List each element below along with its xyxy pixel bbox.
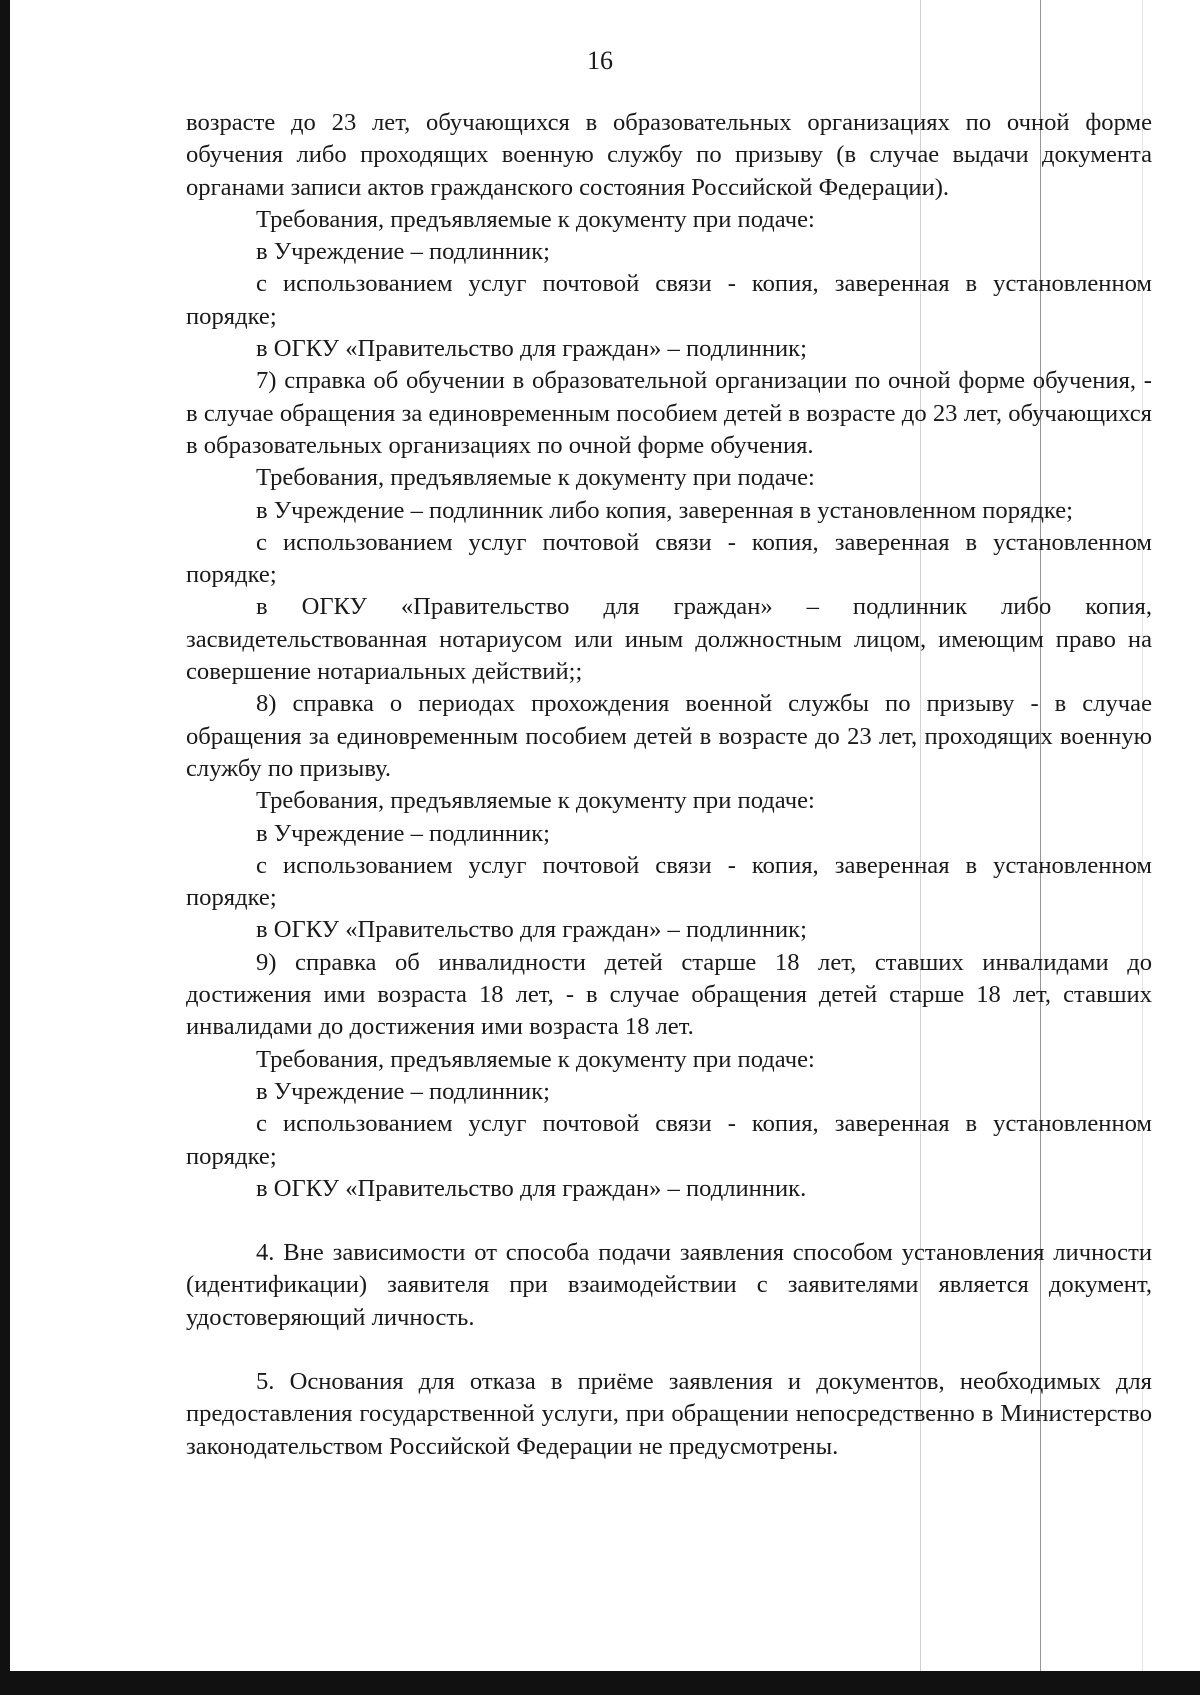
paragraph: в Учреждение – подлинник;	[256, 1077, 550, 1105]
paragraph: в Учреждение – подлинник либо копия, заверенная в установленном порядке;	[256, 496, 1073, 524]
paragraph: Требования, предъявляемые к документу при подаче:	[256, 464, 815, 492]
paragraph: с использованием услуг почтовой связи - копия, заверенная в установленном порядке;	[186, 1110, 1152, 1170]
paragraph: в ОГКУ «Правительство для граждан» – подлинник.	[256, 1174, 807, 1202]
page-number: 16	[587, 46, 613, 75]
paragraph: Требования, предъявляемые к документу при подаче:	[256, 1045, 815, 1073]
paragraph: с использованием услуг почтовой связи - копия, заверенная в установленном порядке;	[186, 528, 1152, 589]
paragraph: с использованием услуг почтовой связи - копия, заверенная в установленном порядке;	[186, 851, 1152, 912]
section-4: 4. Вне зависимости от способа подачи заявления способом установления личности (идентификации) заявителя при взаимодействии с заявителями является документ, удостоверяющий личность.	[186, 1239, 1152, 1331]
paragraph: в ОГКУ «Правительство для граждан» – подлинник либо копия, засвидетельствованная нотариусом или иным должностным лицом, имеющим право на совершение нотариальных действий;;	[186, 593, 1152, 686]
section-5: 5. Основания для отказа в приёме заявления и документов, необходимых для предоставления государственной услуги, при обращении непосредственно в Министерство законодательством Российской Федерации не предусмотрены.	[186, 1367, 1152, 1460]
paragraph: Требования, предъявляемые к документу при подаче:	[256, 205, 815, 233]
paragraph: Требования, предъявляемые к документу при подаче:	[256, 787, 815, 815]
section-gap	[186, 1205, 1152, 1237]
list-item-7: 7) справка об обучении в образовательной организации по очной форме обучения, - в случае обращения за единовременным пособием детей в возрасте до 23 лет, обучающихся в образовательных организациях по очной форме обучения.	[186, 367, 1152, 459]
scan-border-left	[0, 0, 10, 1680]
paragraph: возрасте до 23 лет, обучающихся в образовательных организациях по очной форме обучения либо проходящих военную службу по призыву (в случае выдачи документа органами записи актов гражданского состояния Российской Федерации).	[186, 109, 1152, 201]
paragraph: в Учреждение – подлинник;	[256, 819, 550, 847]
scan-border-bottom	[0, 1671, 1200, 1695]
paragraph: в ОГКУ «Правительство для граждан» – подлинник;	[256, 916, 807, 944]
list-item-8: 8) справка о периодах прохождения военной службы по призыву - в случае обращения за единовременным пособием детей в возрасте до 23 лет, проходящих военную службу по призыву.	[186, 690, 1152, 782]
paragraph: с использованием услуг почтовой связи - копия, заверенная в установленном порядке;	[186, 270, 1152, 330]
section-gap	[186, 1334, 1152, 1366]
list-item-9: 9) справка об инвалидности детей старше 18 лет, ставших инвалидами до достижения ими возраста 18 лет, - в случае обращения детей старше 18 лет, ставших инвалидами до достижения ими возраста 18 лет.	[186, 948, 1152, 1041]
paragraph: в Учреждение – подлинник;	[256, 238, 550, 266]
document-body	[186, 107, 1152, 1463]
paragraph: в ОГКУ «Правительство для граждан» – подлинник;	[256, 335, 807, 363]
